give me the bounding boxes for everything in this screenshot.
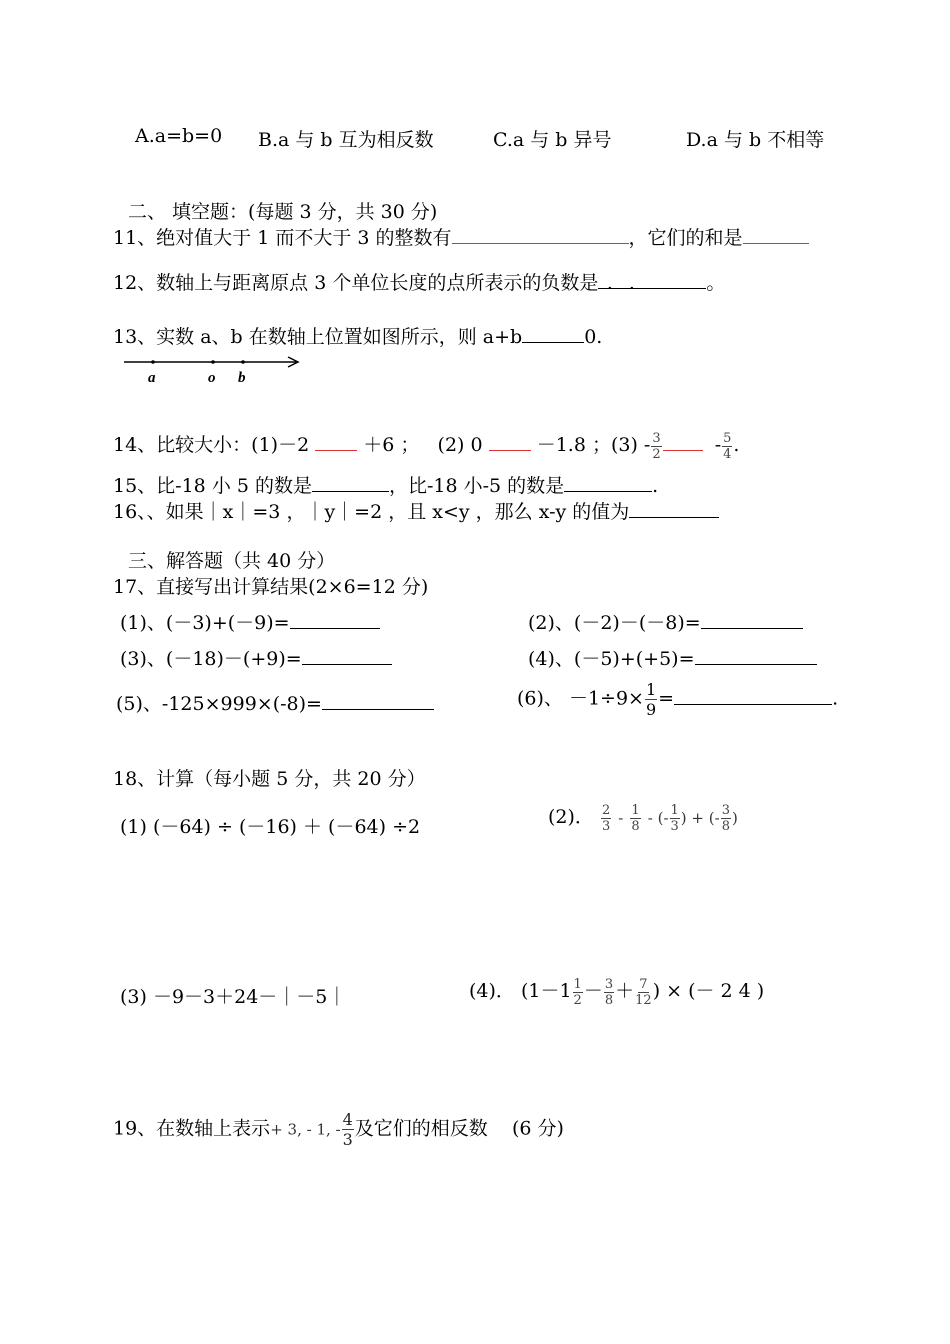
q17-part-4: (4)、(－5)+(+5)=: [528, 644, 817, 671]
point-o: [211, 360, 215, 364]
q17-part-2: (2)、(－2)－(－8)=: [528, 608, 803, 635]
q17-part-5: (5)、-125×999×(-8)=: [116, 689, 434, 716]
fraction: $\frac{2}{3}$: [601, 802, 611, 834]
q14-blank-1[interactable]: [315, 449, 357, 451]
q11-answer-blank-1[interactable]: [452, 242, 629, 244]
label-o: o: [208, 370, 216, 386]
fraction: $\frac{5}{4}$: [723, 430, 732, 462]
q13-text: 13、实数 a、b 在数轴上位置如图所示，则 a+b: [113, 326, 523, 348]
label-a: a: [148, 370, 156, 386]
q14-p2-label: (2) 0: [437, 434, 483, 456]
q17-blank-1[interactable]: [290, 627, 380, 629]
section3-title: 三、解答题（共 40 分）: [128, 550, 336, 572]
section2-title: 二、 填空题：(每题 3 分，共 30 分): [128, 201, 438, 223]
option-d: D.a 与 b 不相等: [686, 129, 825, 151]
q17-title: 17、直接写出计算结果(2×6=12 分): [113, 576, 429, 598]
fraction: $\frac{7}{12}$: [635, 976, 652, 1008]
point-a: [151, 360, 155, 364]
q18-part-2: (2)． $\frac{2}{3}$ - $\frac{1}{8}$ - (- $\frac{1}{3}$ ) + (- $\frac{3}{8}$ ): [548, 802, 738, 834]
question-11: [113, 223, 809, 250]
fraction: $\frac{1}{2}$: [573, 976, 582, 1008]
label-b: b: [238, 370, 246, 386]
fraction: $\frac{1}{9}$: [645, 680, 657, 719]
question-15: 15、比-18 小 5 的数是 ，比-18 小-5 的数是 .: [113, 475, 659, 497]
point-b: [241, 360, 245, 364]
q11-text: 11、绝对值大于 1 而不大于 3 的整数有: [113, 227, 452, 249]
q17-blank-6[interactable]: [674, 703, 832, 705]
option-a: A.a=b=0: [135, 125, 223, 147]
q14-p3-rhs: -: [714, 434, 722, 456]
q14-p1-rhs: ＋6 ；: [363, 434, 420, 456]
q16-blank[interactable]: [629, 516, 719, 518]
q18-part-1: (1) (－64) ÷ (－16) ＋ (－64) ÷2: [120, 816, 421, 838]
q14-prefix: 14、比较大小：(1)－2: [113, 434, 310, 456]
number-line: [120, 350, 310, 390]
question-13: [113, 322, 602, 349]
fraction: $\frac{1}{3}$: [670, 802, 679, 834]
q12-text: 12、数轴上与距离原点 3 个单位长度的点所表示的负数是: [113, 272, 599, 294]
q13-end: 0.: [584, 326, 603, 348]
question-16: [113, 497, 719, 524]
fraction: $\frac{4}{3}$: [342, 1110, 353, 1149]
q18-part-4: (4)． (1－1 $\frac{1}{2}$ － $\frac{3}{8}$ ＋ $\frac{7}{12}$ ) × (－ 2 4 ): [469, 976, 765, 1008]
fraction: $\frac{3}{2}$: [652, 430, 661, 462]
q13-answer-blank[interactable]: [522, 341, 584, 343]
q12-end: 。: [706, 272, 726, 294]
emphasis-dot: ·: [629, 278, 635, 299]
q17-part-3: (3)、(－18)－(+9)=: [120, 644, 392, 671]
q11-answer-blank-2[interactable]: [743, 242, 809, 244]
q15-blank-1[interactable]: [312, 490, 389, 492]
emphasis-dot: ·: [607, 278, 613, 299]
q12-answer-blank[interactable]: [598, 287, 706, 289]
q18-part-3: (3) －9－3＋24－｜－5｜: [120, 986, 347, 1008]
q18-title: 18、计算（每小题 5 分，共 20 分）: [113, 768, 426, 790]
option-b: B.a 与 b 互为相反数: [258, 129, 434, 151]
q17-part-6: (6)、 －1÷9× $\frac{1}{9}$ = .: [517, 680, 839, 719]
q17-blank-2[interactable]: [701, 627, 803, 629]
fraction: $\frac{1}{8}$: [631, 802, 640, 834]
q14-blank-3[interactable]: [663, 449, 703, 451]
q15-text: 15、比-18 小 5 的数是: [113, 475, 312, 497]
q15-mid: ，比-18 小-5 的数是: [388, 475, 565, 497]
question-14: 14、比较大小：(1)－2 ＋6 ； (2) 0 －1.8 ；(3) - $\frac{3}{2}$ - $\frac{5}{4}$ .: [113, 430, 740, 462]
q14-blank-2[interactable]: [489, 449, 531, 451]
q14-p2-rhs: －1.8 ；(3) -: [536, 434, 651, 456]
q17-blank-5[interactable]: [322, 708, 434, 710]
q11-mid-text: ，它们的和是: [628, 227, 743, 249]
q17-blank-3[interactable]: [302, 663, 392, 665]
q16-text: 16、、如果｜x｜=3 ，｜y｜=2 ，且 x<y ，那么 x-y 的值为: [113, 501, 630, 523]
q15-blank-2[interactable]: [564, 490, 652, 492]
q17-part-1: (1)、(－3)+(－9)=: [120, 608, 380, 635]
question-19: 19、在数轴上表示+ 3, - 1, - $\frac{4}{3}$ 及它们的相反数 (6 分): [113, 1110, 564, 1149]
fraction: $\frac{3}{8}$: [604, 976, 614, 1008]
option-c: C.a 与 b 异号: [493, 129, 612, 151]
q17-blank-4[interactable]: [695, 663, 817, 665]
fraction: $\frac{3}{8}$: [721, 802, 730, 834]
